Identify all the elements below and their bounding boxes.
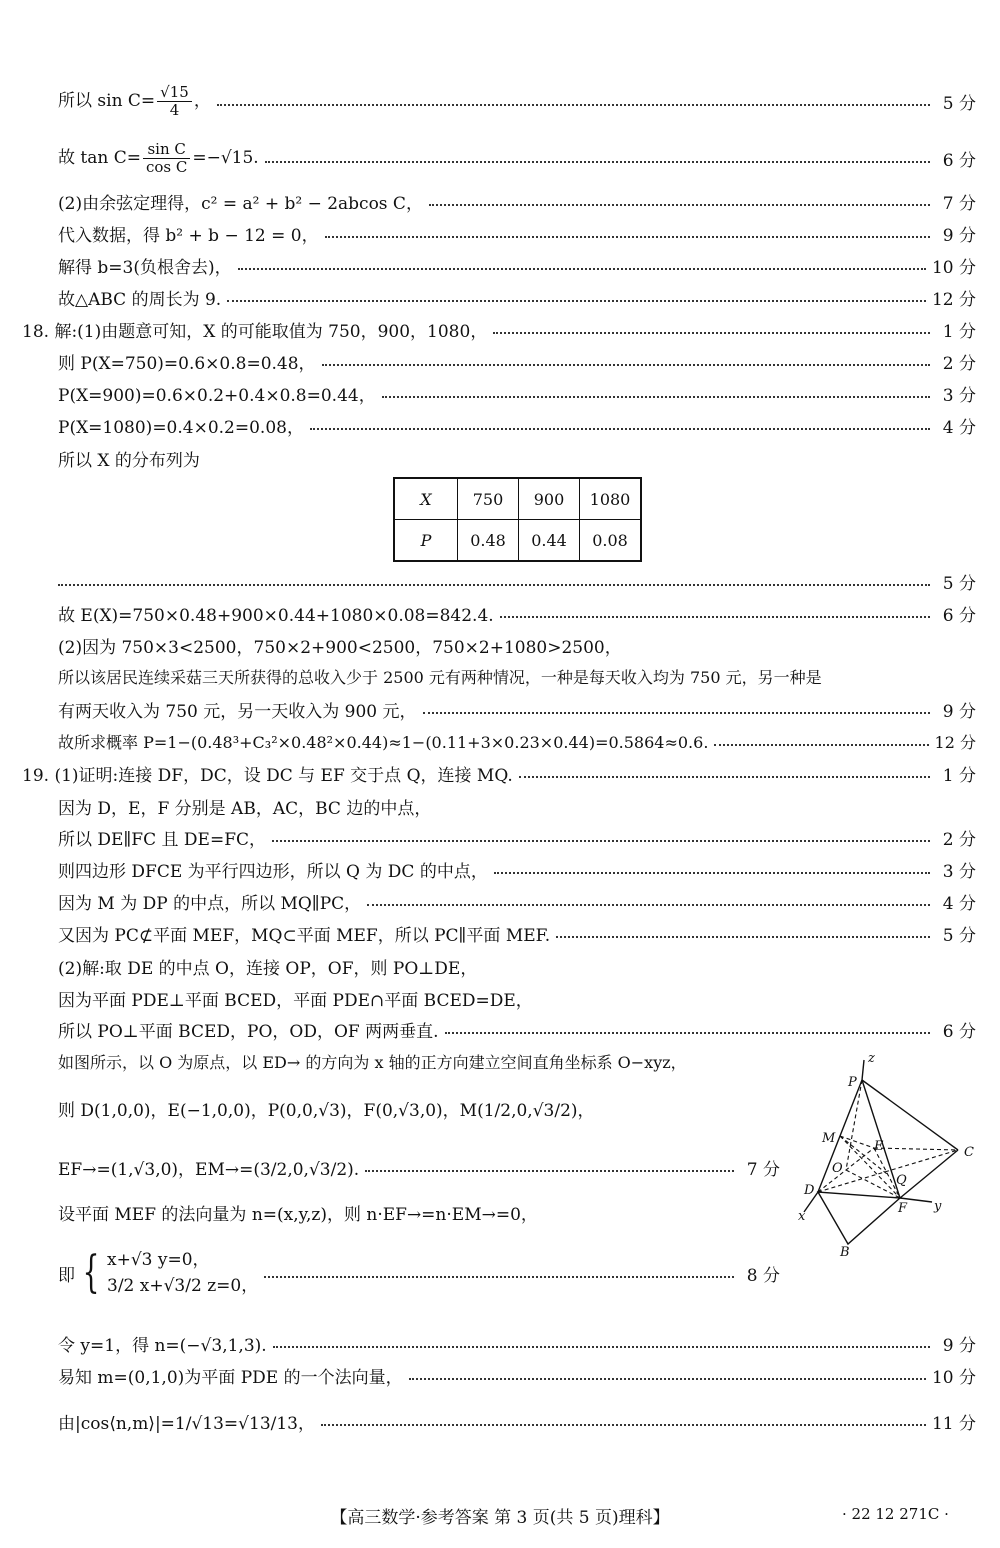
answer-line [58,822,976,852]
point-label-F: F [898,1201,908,1216]
dot-leader [493,332,930,334]
line-text: 因为平面 PDE⊥平面 BCED，平面 PDE∩平面 BCED=DE， [58,991,533,1011]
dot-leader [265,161,930,163]
answer-line [58,82,976,119]
score: 12 分 [934,732,976,752]
answer-line [58,218,976,248]
table-cell: 1080 [580,478,642,520]
table-row [394,520,641,562]
dot-leader [264,1276,734,1278]
dot-leader [423,712,930,714]
left-brace: { [82,1247,100,1298]
pyramid-figure [790,1050,985,1265]
answer-line [58,1014,976,1044]
fraction: $\frac{√15}{4}$ [157,84,192,119]
equation-row: 3/2 x+√3/2 z=0， [107,1276,259,1296]
score: 6 分 [942,150,976,171]
score: 3 分 [942,861,976,882]
answer-line [58,1360,976,1390]
line-text: 易知 m=(0,1,0)为平面 PDE 的一个法向量， [58,1367,403,1388]
dot-leader [556,936,930,938]
score: 7 分 [942,193,976,214]
dot-leader [217,104,930,106]
point-label-O: O [832,1161,843,1176]
answer-line [58,1247,780,1298]
line-text: 有两天收入为 750 元，另一天收入为 900 元， [58,701,417,722]
table-row [394,478,641,520]
line-text: 故△ABC 的周长为 9. [58,289,222,310]
line-text: (2)由余弦定理得，c² = a² + b² − 2abcos C， [58,193,423,214]
score: 9 分 [942,701,976,722]
score: 11 分 [931,1413,976,1434]
point-label-E: E [874,1139,884,1154]
line-text: 如图所示，以 O 为原点，以 ED→ 的方向为 x 轴的正方向建立空间直角坐标系 O−xyz， [58,1053,687,1072]
score: 5 分 [942,925,976,946]
score: 6 分 [942,1021,976,1042]
dot-leader [365,1170,734,1172]
answer-line [58,186,976,216]
axis-label-x: x [798,1209,806,1224]
dot-leader [494,872,930,874]
line-text: 设平面 MEF 的法向量为 n=(x,y,z)，则 n·EF→=n·EM→=0， [58,1205,538,1225]
dot-leader [519,776,930,778]
dot-leader [321,1424,926,1426]
line-text: P(X=1080)=0.4×0.2=0.08， [58,417,304,438]
dot-leader [325,236,930,238]
fraction: $\frac{\text{sin C}}{\text{cos C}}$ [143,141,190,176]
point-label-C: C [964,1145,974,1160]
point-label-D: D [804,1183,815,1198]
dot-leader [382,396,930,398]
table-cell: 750 [458,478,519,520]
answer-line [58,250,976,280]
line-text: (2)因为 750×3<2500，750×2+900<2500，750×2+1080>2500， [58,638,622,658]
answer-line [58,1328,976,1358]
dot-leader [367,904,930,906]
answer-line [22,758,976,788]
answer-line [58,694,976,724]
score: 9 分 [942,225,976,246]
line-text: EF→=(1,√3,0)，EM→=(3/2,0,√3/2). [58,1159,360,1180]
line-text: (2)解:取 DE 的中点 O，连接 OP，OF，则 PO⊥DE， [58,959,478,979]
score: 6 分 [942,605,976,626]
footer-code: · 22 12 271C · [842,1505,949,1523]
score: 5 分 [942,573,976,594]
table-cell: X [394,478,458,520]
score: 4 分 [942,417,976,438]
score: 12 分 [931,289,976,310]
dot-leader [429,204,930,206]
line-text: 所以 sin C= $\frac{√15}{4}$ ， [58,82,211,119]
table-cell: P [394,520,458,562]
score: 8 分 [746,1265,780,1286]
score: 10 分 [931,1367,976,1388]
answer-line [58,566,976,596]
line-text: 则 D(1,0,0)，E(−1,0,0)，P(0,0,√3)，F(0,√3,0)，M(1/2,0,√3/2)， [58,1101,595,1121]
answer-line [58,139,976,176]
line-text: 故 tan C= $\frac{\text{sin C}}{\text{cos C}}$ =−√15. [58,139,259,176]
line-text: 19. (1)证明:连接 DF，DC，设 DC 与 EF 交于点 Q，连接 MQ. [22,765,513,786]
axis-label-z: z [868,1051,875,1066]
dot-leader [58,584,930,586]
answer-line [58,1152,780,1182]
answer-line [58,598,976,628]
equation-system: 即 { x+√3 y=0， 3/2 x+√3/2 z=0， [58,1247,259,1298]
line-text: 所以该居民连续采菇三天所获得的总收入少于 2500 元有两种情况，一种是每天收入均为 750 元，另一种是 [58,668,822,687]
line-text: P(X=900)=0.6×0.2+0.4×0.8=0.44， [58,385,376,406]
dot-leader [238,268,926,270]
answer-line [58,726,976,756]
answer-line [58,886,976,916]
table-cell: 900 [519,478,580,520]
score: 1 分 [942,765,976,786]
table-cell: 0.08 [580,520,642,562]
point-label-P: P [848,1075,857,1090]
line-text: 18. 解:(1)由题意可知，X 的可能取值为 750，900，1080， [22,321,488,342]
score: 1 分 [942,321,976,342]
line-text: 所以 DE∥FC 且 DE=FC， [58,829,266,850]
answer-line [22,314,976,344]
point-label-B: B [840,1245,850,1260]
answer-line [58,1406,976,1436]
line-text: 代入数据，得 b² + b − 12 = 0， [58,225,319,246]
line-text: 令 y=1，得 n=(−√3,1,3). [58,1335,267,1356]
score: 2 分 [942,353,976,374]
dot-leader [227,300,926,302]
dot-leader [409,1378,926,1380]
score: 10 分 [931,257,976,278]
dot-leader [310,428,930,430]
line-text: 又因为 PC⊄平面 MEF，MQ⊂平面 MEF，所以 PC∥平面 MEF. [58,925,551,946]
answer-line [58,282,976,312]
page-footer: 【高三数学·参考答案 第 3 页(共 5 页)理科】 [330,1508,670,1528]
score: 7 分 [746,1159,780,1180]
score: 4 分 [942,893,976,914]
line-text: 则四边形 DFCE 为平行四边形，所以 Q 为 DC 的中点， [58,861,488,882]
answer-line [58,378,976,408]
answer-line [58,854,976,884]
score: 3 分 [942,385,976,406]
line-text: 所以 X 的分布列为 [58,451,200,471]
line-text: 故所求概率 P=1−(0.48³+C₃²×0.48²×0.44)≈1−(0.11+3×0.23×0.44)=0.5864≈0.6. [58,732,709,752]
score: 5 分 [942,93,976,114]
dot-leader [445,1032,930,1034]
line-text: 因为 M 为 DP 的中点，所以 MQ∥PC， [58,893,362,914]
dot-leader [714,744,928,746]
line-text: 故 E(X)=750×0.48+900×0.44+1080×0.08=842.4. [58,605,494,626]
answer-line [58,346,976,376]
line-text: 解得 b=3(负根舍去)， [58,257,232,278]
dot-leader [500,616,930,618]
dot-leader [322,364,930,366]
line-text: 因为 D，E，F 分别是 AB，AC，BC 边的中点， [58,799,432,819]
table-cell: 0.48 [458,520,519,562]
line-text: 所以 PO⊥平面 BCED，PO，OD，OF 两两垂直. [58,1021,439,1042]
answer-line [58,410,976,440]
line-text: 由|cos⟨n,m⟩|=1/√13=√13/13， [58,1413,315,1434]
dot-leader [273,1346,930,1348]
point-label-M: M [822,1131,836,1146]
distribution-table [393,477,642,562]
answer-line [58,918,976,948]
score: 9 分 [942,1335,976,1356]
point-label-Q: Q [896,1173,907,1188]
equation-row: x+√3 y=0， [107,1250,210,1270]
table-cell: 0.44 [519,520,580,562]
dot-leader [272,840,930,842]
line-text: 则 P(X=750)=0.6×0.8=0.48， [58,353,316,374]
axis-label-y: y [934,1199,942,1214]
score: 2 分 [942,829,976,850]
